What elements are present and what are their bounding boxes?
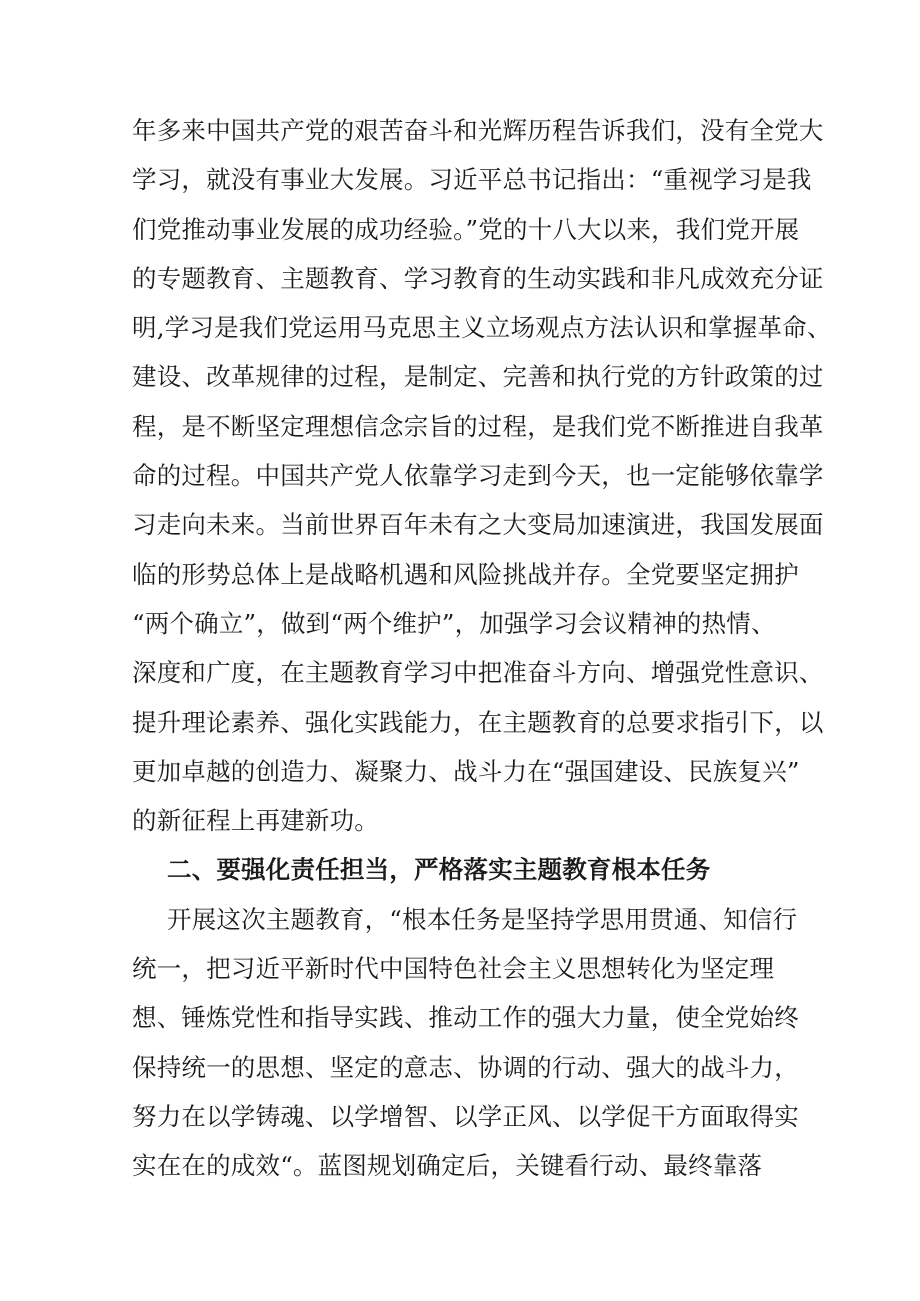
paragraph-line: 更加卓越的创造力、凝聚力、战斗力在“强国建设、民族复兴” — [132, 756, 800, 786]
paragraph-line: 习走向未来。当前世界百年未有之大变局加速演进，我国发展面 — [132, 510, 824, 540]
paragraph-line: 开展这次主题教育，“根本任务是坚持学思用贯通、知信行 — [167, 904, 798, 934]
paragraph-line: 建设、改革规律的过程，是制定、完善和执行党的方针政策的过 — [132, 362, 824, 392]
paragraph-line: 们党推动事业发展的成功经验。”党的十八大以来，我们党开展 — [132, 214, 800, 244]
paragraph-line: 深度和广度，在主题教育学习中把准奋斗方向、增强党性意识、 — [132, 658, 824, 688]
paragraph-line: 实在在的成效“。蓝图规划确定后，关键看行动、最终靠落 — [132, 1151, 763, 1181]
paragraph-line: 的新征程上再建新功。 — [132, 806, 379, 836]
paragraph-line: 统一，把习近平新时代中国特色社会主义思想转化为坚定理 — [132, 954, 775, 984]
paragraph-line: 学习，就没有事业大发展。习近平总书记指出：“重视学习是我 — [132, 165, 812, 195]
paragraph-line: 的专题教育、主题教育、学习教育的生动实践和非凡成效充分证 — [132, 263, 824, 293]
paragraph-line: 程，是不断坚定理想信念宗旨的过程，是我们党不断推进自我革 — [132, 411, 824, 441]
paragraph-line: 临的形势总体上是战略机遇和风险挑战并存。全党要坚定拥护 — [132, 559, 799, 589]
paragraph-line: 想、锤炼党性和指导实践、推动工作的强大力量，使全党始终 — [132, 1003, 799, 1033]
paragraph-line: 明,学习是我们党运用马克思主义立场观点方法认识和掌握革命、 — [132, 313, 832, 343]
paragraph-line: 努力在以学铸魂、以学增智、以学正风、以学促干方面取得实 — [132, 1101, 799, 1131]
paragraph-line: 保持统一的思想、坚定的意志、协调的行动、强大的战斗力， — [132, 1052, 799, 1082]
paragraph-line: “两个确立”，做到“两个维护”，加强学习会议精神的热情、 — [132, 608, 776, 638]
document-body — [132, 106, 832, 1191]
paragraph-line: 年多来中国共产党的艰苦奋斗和光辉历程告诉我们，没有全党大 — [132, 116, 824, 145]
paragraph-line: 命的过程。中国共产党人依靠学习走到今天，也一定能够依靠学 — [132, 461, 824, 491]
paragraph-line: 提升理论素养、强化实践能力，在主题教育的总要求指引下，以 — [132, 707, 824, 737]
section-heading: 二、要强化责任担当，严格落实主题教育根本任务 — [167, 855, 711, 885]
